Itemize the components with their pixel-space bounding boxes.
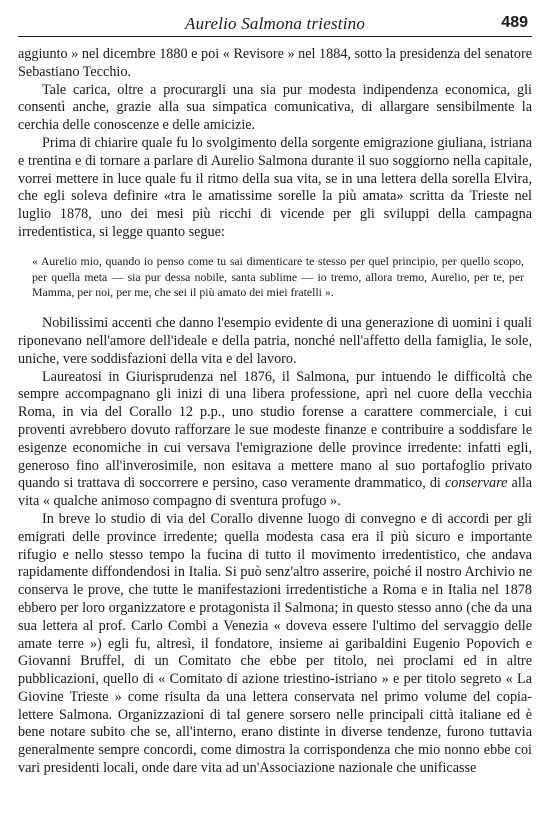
running-title: Aurelio Salmona triestino [184, 14, 366, 33]
paragraph [18, 369, 532, 511]
page-number: 489 [501, 14, 528, 31]
paragraph-text: Laureatosi in Giurisprudenza nel 1876, il Salmona, pur intuendo le difficoltà che sempre accompagnano gli inizi di una libera professione, aprì nel cuore della vecchia Roma, in via del Corallo 12 p.p., uno studio forense a carattere commerciale, i cui proventi avrebbero dovuto rafforzare le sue modeste finanze e contribuire a soddisfare le esigenze economiche in cui versava l'emigrazione delle province irredente: infatti egli, generoso fino all'inverosimile, non esitava a mettere mano al suo portafoglio privato quando si trattava di soccorrere e persino, caso veramente drammatico, di [18, 368, 532, 492]
italic-word: conservare [444, 475, 508, 492]
paragraph: Prima di chiarire quale fu lo svolgimento della sorgente emigrazione giuliana, istriana e trentina e di tornare a parlare di Aurelio Salmona durante il suo soggiorno nella capitale, vorrei mettere in luce quale fu il ritmo della sua vita, se in una lettera della sorella Elvira, che egli soleva definire «tra le amatissime sorelle la più amata» scritta da Trieste nel luglio 1878, uno dei mesi più ricchi di vicende per gli sviluppi della campagna irredentistica, si legge quanto segue: [18, 134, 532, 240]
paragraph-continuation: aggiunto » nel dicembre 1880 e poi « Revisore » nel 1884, sotto la presidenza del senatore Sebastiano Tecchio. [18, 46, 532, 80]
paragraph: Tale carica, oltre a procurargli una sia pur modesta indipendenza economica, gli consentì anche, grazie alla sua simpatica comunicativa, di allargare sensibilmente la cerchia delle conoscenze e delle amicizie. [18, 81, 532, 134]
page-header [18, 10, 532, 37]
block-quote: « Aurelio mio, quando io penso come tu sai dimenticare te stesso per quel principio, per quello scopo, per quella meta — sia pur dessa nobile, santa sublime — io tremo, allora tremo, Aurelio, per te, per Mamma, per noi, per me, che sei il più amato dei miei fratelli ». [32, 253, 524, 300]
paragraph-text: alla vita « qualche animoso compagno di sventura profugo ». [18, 475, 533, 510]
paragraph: In breve lo studio di via del Corallo divenne luogo di convegno e di accordi per gli emigrati delle province irredente; quella modesta casa era il più sicuro e importante rifugio e nello stesso tempo la fucina di tutto il movimento irredentistico, che andava rapidamente diffondendosi in Italia. Si può senz'altro asserire, poiché il nostro Archivio ne conserva le prove, che tutte le manifestazioni irredentistiche a Roma e in Italia nel 1878 ebbero per loro organizzatore e protagonista il Salmona; in questo stesso anno (che da una sua lettera al prof. Carlo Combi a Venezia « doveva essere l'ultimo del servaggio delle amate terre ») egli fu, altresì, il fondatore, insieme ai garibaldini Eugenio Popovich e Giovanni Bruffel, di un Comitato che ebbe per titolo, nei proclami ed in altre pubblicazioni, quello di « Comitato di azione triestino-istriano » e per titolo segreto « La Giovine Trieste » come risulta da una lettera conservata nel primo volume del copia-lettere Salmona. Organizzazioni di tal genere sorsero nelle principali città italiane ed è bene notare subito che se, all'interno, erano distinte in diverse tendenze, furono tuttavia generalmente sempre concordi, come dimostra la corrispondenza che mio nonno ebbe coi vari presidenti locali, onde dare vita ad un'Associazione nazionale che unificasse [18, 510, 532, 777]
paragraph: Nobilissimi accenti che danno l'esempio evidente di una generazione di uomini i quali riponevano nell'amore dell'ideale e della patria, nonché nell'affetto della famiglia, le sole, uniche, vere soddisfazioni della vita e del lavoro. [18, 315, 532, 367]
body-text [18, 46, 532, 778]
